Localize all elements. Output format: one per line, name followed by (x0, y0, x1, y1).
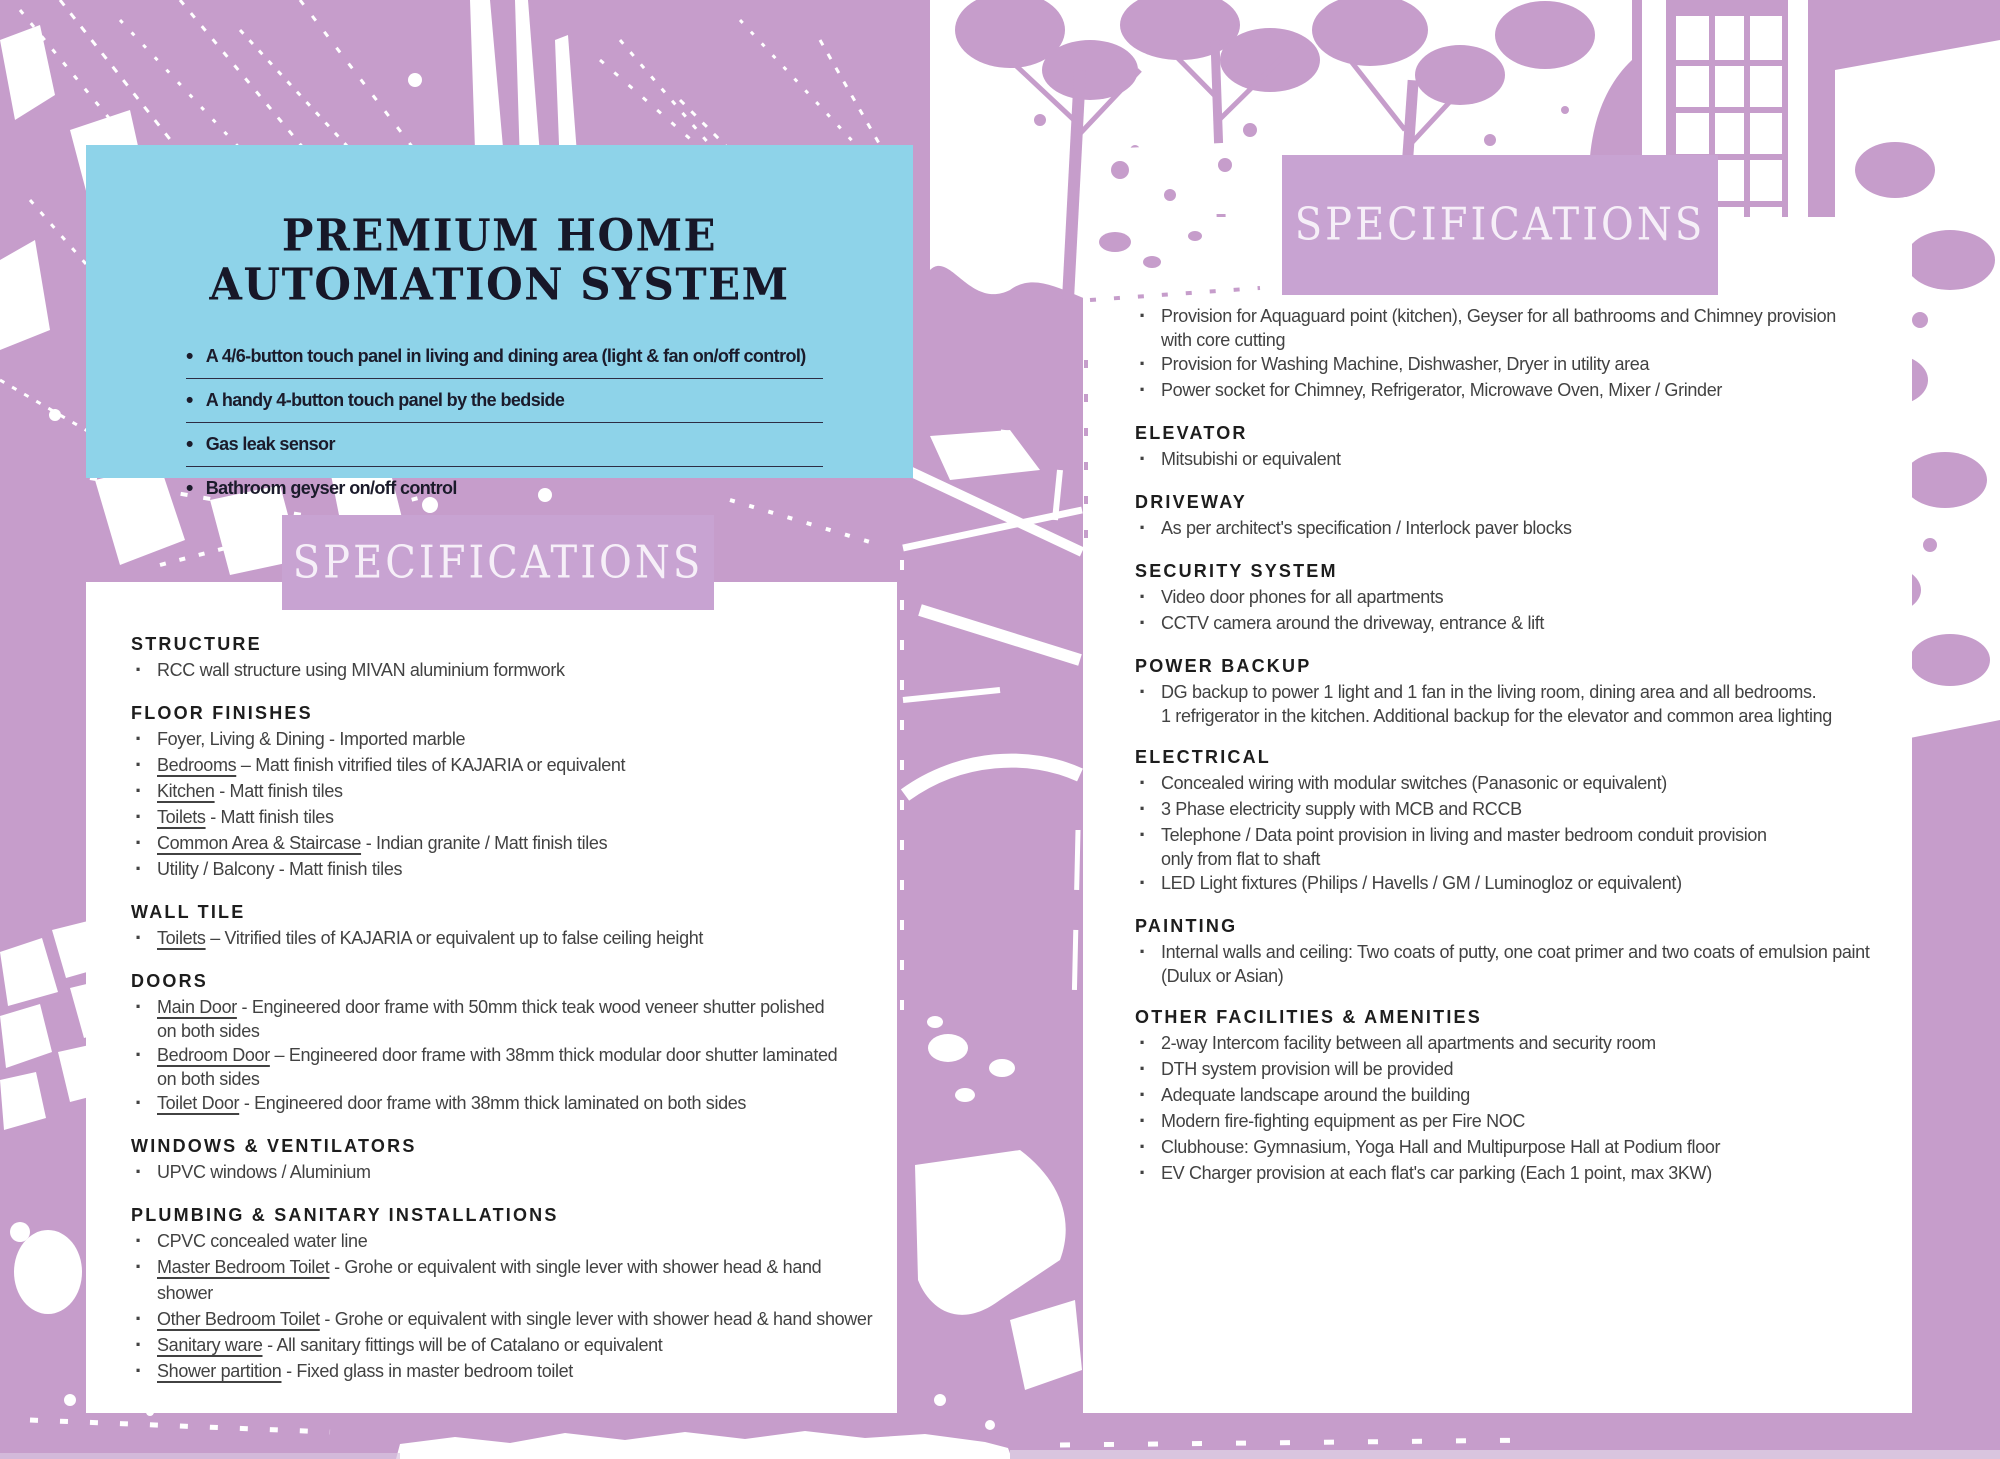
spec-item (1135, 610, 1898, 636)
bullet-icon: · (135, 1332, 142, 1357)
section-heading: OTHER FACILITIES & AMENITIES (1135, 1007, 1482, 1027)
spec-list (1135, 679, 1898, 727)
spec-item (1135, 1030, 1898, 1056)
spec-section (1135, 558, 1898, 636)
spec-text: Bedrooms – Matt finish vitrified tiles of KAJARIA or equivalent (157, 755, 626, 775)
spec-section (1135, 913, 1898, 987)
spec-list (1135, 939, 1898, 987)
bullet-icon: · (135, 1306, 142, 1331)
bullet-icon: · (135, 925, 142, 950)
spec-term: Shower partition (157, 1361, 282, 1381)
bullet-icon: · (135, 1090, 142, 1115)
spec-item (131, 1332, 881, 1358)
spec-item (1135, 796, 1898, 822)
spec-list (131, 994, 881, 1116)
bullet-icon: · (135, 778, 142, 803)
spec-term: Main Door (157, 997, 237, 1017)
automation-title-line: PREMIUM HOME (281, 210, 718, 262)
bullet-icon: · (135, 856, 142, 881)
section-heading: ELECTRICAL (1135, 747, 1271, 767)
spec-section (1135, 744, 1898, 896)
spec-text: Mitsubishi or equivalent (1161, 449, 1341, 469)
bullet-icon: • (186, 345, 193, 369)
spec-item (131, 1090, 881, 1116)
spec-section (131, 1133, 881, 1185)
spec-text: Common Area & Staircase - Indian granite / Matt finish tiles (157, 833, 608, 853)
spec-text: 2-way Intercom facility between all apartments and security room (1161, 1033, 1656, 1053)
spec-item (1135, 822, 1898, 870)
spec-text-continued: 1 refrigerator in the kitchen. Additional backup for the elevator and common area lighting (1161, 706, 1832, 726)
spec-item (1135, 377, 1898, 403)
spec-term: Kitchen (157, 781, 215, 801)
bullet-icon: · (1139, 610, 1146, 635)
bullet-icon: · (1139, 822, 1146, 847)
spec-text: CPVC concealed water line (157, 1231, 368, 1251)
spec-section (1135, 420, 1898, 472)
upper-right-splatter (1085, 140, 1280, 214)
spec-text: Sanitary ware - All sanitary fittings will be of Catalano or equivalent (157, 1335, 663, 1355)
spec-item (131, 726, 881, 752)
feature-text: Gas leak sensor (205, 434, 335, 455)
spec-term: Toilet Door (157, 1093, 240, 1113)
spec-text: UPVC windows / Aluminium (157, 1162, 371, 1182)
spec-text: Adequate landscape around the building (1161, 1085, 1470, 1105)
bullet-icon: · (1139, 1082, 1146, 1107)
spec-term: Bedrooms (157, 755, 237, 775)
bullet-icon: · (1139, 770, 1146, 795)
right-specifications-panel (1083, 217, 1912, 1413)
automation-panel (86, 145, 913, 501)
spec-text: Power socket for Chimney, Refrigerator, Microwave Oven, Mixer / Grinder (1161, 380, 1723, 400)
bullet-icon: · (135, 1358, 142, 1383)
spec-list (1135, 303, 1898, 403)
automation-title (86, 211, 913, 309)
spec-text: Utility / Balcony - Matt finish tiles (157, 859, 403, 879)
spec-text: Other Bedroom Toilet - Grohe or equivalent with single lever with shower head & hand shower (157, 1309, 873, 1329)
spec-text-continued: on both sides (157, 1021, 260, 1041)
bullet-icon: · (135, 830, 142, 855)
spec-item (1135, 515, 1898, 541)
spec-section (131, 968, 881, 1116)
bullet-icon: · (1139, 939, 1146, 964)
right-specifications-content (1083, 217, 1912, 1186)
bullet-icon: · (1139, 515, 1146, 540)
spec-text-continued: on both sides (157, 1069, 260, 1089)
section-heading: WALL TILE (131, 902, 246, 922)
spec-item (131, 752, 881, 778)
spec-list (131, 657, 881, 683)
spec-text: Modern fire-fighting equipment as per Fire NOC (1161, 1111, 1526, 1131)
spec-text: Provision for Aquaguard point (kitchen), Geyser for all bathrooms and Chimney provision (1161, 306, 1836, 326)
spec-text: RCC wall structure using MIVAN aluminium formwork (157, 660, 565, 680)
spec-term: Bedroom Door (157, 1045, 270, 1065)
spec-term: Toilets (157, 807, 206, 827)
spec-item (1135, 584, 1898, 610)
spec-item (131, 830, 881, 856)
spec-list (1135, 770, 1898, 896)
spec-text-continued: only from flat to shaft (1161, 849, 1321, 869)
spec-item (131, 994, 881, 1042)
spec-item (131, 1358, 881, 1384)
spec-term: Other Bedroom Toilet (157, 1309, 320, 1329)
bullet-icon: · (1139, 584, 1146, 609)
spec-text: LED Light fixtures (Philips / Havells / GM / Luminogloz or equivalent) (1161, 873, 1682, 893)
left-specifications-panel (86, 582, 897, 1413)
right-specifications-banner (1282, 155, 1718, 295)
bullet-icon: · (1139, 870, 1146, 895)
spec-list (131, 1159, 881, 1185)
spec-item (1135, 770, 1898, 796)
section-heading: POWER BACKUP (1135, 656, 1312, 676)
section-heading: PAINTING (1135, 916, 1238, 936)
spec-item (131, 1306, 881, 1332)
spec-section (131, 631, 881, 683)
automation-feature-item (186, 467, 823, 510)
spec-item (131, 1042, 881, 1090)
spec-section (1135, 653, 1898, 727)
left-specifications-banner (282, 515, 714, 610)
spec-text: Clubhouse: Gymnasium, Yoga Hall and Multipurpose Hall at Podium floor (1161, 1137, 1721, 1157)
spec-text: Concealed wiring with modular switches (Panasonic or equivalent) (1161, 773, 1667, 793)
left-specifications-content (86, 582, 897, 1384)
spec-text: EV Charger provision at each flat's car parking (Each 1 point, max 3KW) (1161, 1163, 1712, 1183)
spec-item (131, 1159, 881, 1185)
section-heading: DOORS (131, 971, 209, 991)
spec-section (131, 700, 881, 882)
spec-text: Main Door - Engineered door frame with 50mm thick teak wood veneer shutter polished (157, 997, 825, 1017)
spec-text: As per architect's specification / Interlock paver blocks (1161, 518, 1572, 538)
spec-item (131, 778, 881, 804)
spec-item (131, 804, 881, 830)
feature-text: A handy 4-button touch panel by the bedside (205, 390, 565, 411)
spec-item (1135, 939, 1898, 987)
spec-term: Common Area & Staircase (157, 833, 362, 853)
spec-text: Toilet Door - Engineered door frame with 38mm thick laminated on both sides (157, 1093, 747, 1113)
section-heading: ELEVATOR (1135, 423, 1248, 443)
spec-text-continued: with core cutting (1161, 330, 1286, 350)
spec-text: Bedroom Door – Engineered door frame with 38mm thick modular door shutter laminated (157, 1045, 838, 1065)
section-heading: SECURITY SYSTEM (1135, 561, 1338, 581)
spec-item (131, 925, 881, 951)
bullet-icon: · (1139, 1134, 1146, 1159)
bullet-icon: · (1139, 679, 1146, 704)
spec-list (1135, 446, 1898, 472)
spec-item (131, 657, 881, 683)
bullet-icon: · (1139, 446, 1146, 471)
spec-term: Sanitary ware (157, 1335, 263, 1355)
bullet-icon: • (186, 477, 193, 501)
section-heading: PLUMBING & SANITARY INSTALLATIONS (131, 1205, 559, 1225)
spec-text: Foyer, Living & Dining - Imported marble (157, 729, 466, 749)
spec-section (1135, 489, 1898, 541)
banner-label: SPECIFICATIONS (292, 536, 704, 589)
bullet-icon: · (1139, 796, 1146, 821)
feature-text: A 4/6-button touch panel in living and dining area (light & fan on/off control) (205, 346, 806, 367)
spec-list (1135, 515, 1898, 541)
bullet-icon: · (1139, 1030, 1146, 1055)
spec-item (1135, 1160, 1898, 1186)
spec-text: Kitchen - Matt finish tiles (157, 781, 343, 801)
spec-list (1135, 584, 1898, 636)
spec-item (131, 1254, 881, 1306)
bullet-icon: · (135, 1042, 142, 1067)
spec-text: Video door phones for all apartments (1161, 587, 1444, 607)
bullet-icon: · (1139, 351, 1146, 376)
spec-item (131, 856, 881, 882)
bullet-icon: • (186, 433, 193, 457)
spec-text: Toilets – Vitrified tiles of KAJARIA or equivalent up to false ceiling height (157, 928, 704, 948)
bullet-icon: · (1139, 1056, 1146, 1081)
spec-item (1135, 1134, 1898, 1160)
spec-text: 3 Phase electricity supply with MCB and RCCB (1161, 799, 1522, 819)
spec-item (131, 1228, 881, 1254)
feature-text: Bathroom geyser on/off control (205, 478, 457, 499)
spec-item (1135, 1082, 1898, 1108)
spec-term: Toilets (157, 928, 206, 948)
spec-section (1135, 1004, 1898, 1186)
bullet-icon: · (135, 1228, 142, 1253)
spec-text: Internal walls and ceiling: Two coats of putty, one coat primer and two coats of emulsion paint (1161, 942, 1870, 962)
spec-text: Toilets - Matt finish tiles (157, 807, 334, 827)
bullet-icon: · (135, 1159, 142, 1184)
automation-feature-item (186, 335, 823, 379)
spec-item (1135, 446, 1898, 472)
spec-text: DG backup to power 1 light and 1 fan in the living room, dining area and all bedrooms. (1161, 682, 1817, 702)
spec-item (1135, 303, 1898, 351)
spec-section (131, 899, 881, 951)
spec-text: Master Bedroom Toilet - Grohe or equivalent with single lever with shower head & hand shower (157, 1257, 822, 1303)
spec-text: Shower partition - Fixed glass in master bedroom toilet (157, 1361, 573, 1381)
spec-list (131, 925, 881, 951)
spec-section (1135, 303, 1898, 403)
spec-text: Provision for Washing Machine, Dishwasher, Dryer in utility area (1161, 354, 1650, 374)
bullet-icon: · (135, 752, 142, 777)
bullet-icon: · (1139, 1108, 1146, 1133)
bullet-icon: · (1139, 1160, 1146, 1185)
spec-list (1135, 1030, 1898, 1186)
bullet-icon: · (1139, 303, 1146, 328)
spec-item (1135, 1108, 1898, 1134)
spec-item (1135, 351, 1898, 377)
automation-feature-item (186, 379, 823, 423)
bullet-icon: • (186, 389, 193, 413)
spec-text: CCTV camera around the driveway, entrance & lift (1161, 613, 1545, 633)
bullet-icon: · (135, 726, 142, 751)
section-heading: WINDOWS & VENTILATORS (131, 1136, 417, 1156)
spec-item (1135, 1056, 1898, 1082)
spec-text: DTH system provision will be provided (1161, 1059, 1454, 1079)
spec-list (131, 726, 881, 882)
spec-item (1135, 870, 1898, 896)
spec-section (131, 1202, 881, 1384)
section-heading: FLOOR FINISHES (131, 703, 313, 723)
spec-text-continued: (Dulux or Asian) (1161, 966, 1284, 986)
bullet-icon: · (1139, 377, 1146, 402)
bullet-icon: · (135, 1254, 142, 1279)
spec-term: Master Bedroom Toilet (157, 1257, 330, 1277)
bullet-icon: · (135, 657, 142, 682)
bullet-icon: · (135, 994, 142, 1019)
banner-label: SPECIFICATIONS (1294, 199, 1706, 251)
spec-item (1135, 679, 1898, 727)
automation-feature-list (186, 335, 823, 510)
spec-text: Telephone / Data point provision in living and master bedroom conduit provision (1161, 825, 1767, 845)
automation-feature-item (186, 423, 823, 467)
automation-title-line: AUTOMATION SYSTEM (209, 259, 790, 311)
bullet-icon: · (135, 804, 142, 829)
section-heading: STRUCTURE (131, 634, 262, 654)
spec-list (131, 1228, 881, 1384)
section-heading: DRIVEWAY (1135, 492, 1247, 512)
